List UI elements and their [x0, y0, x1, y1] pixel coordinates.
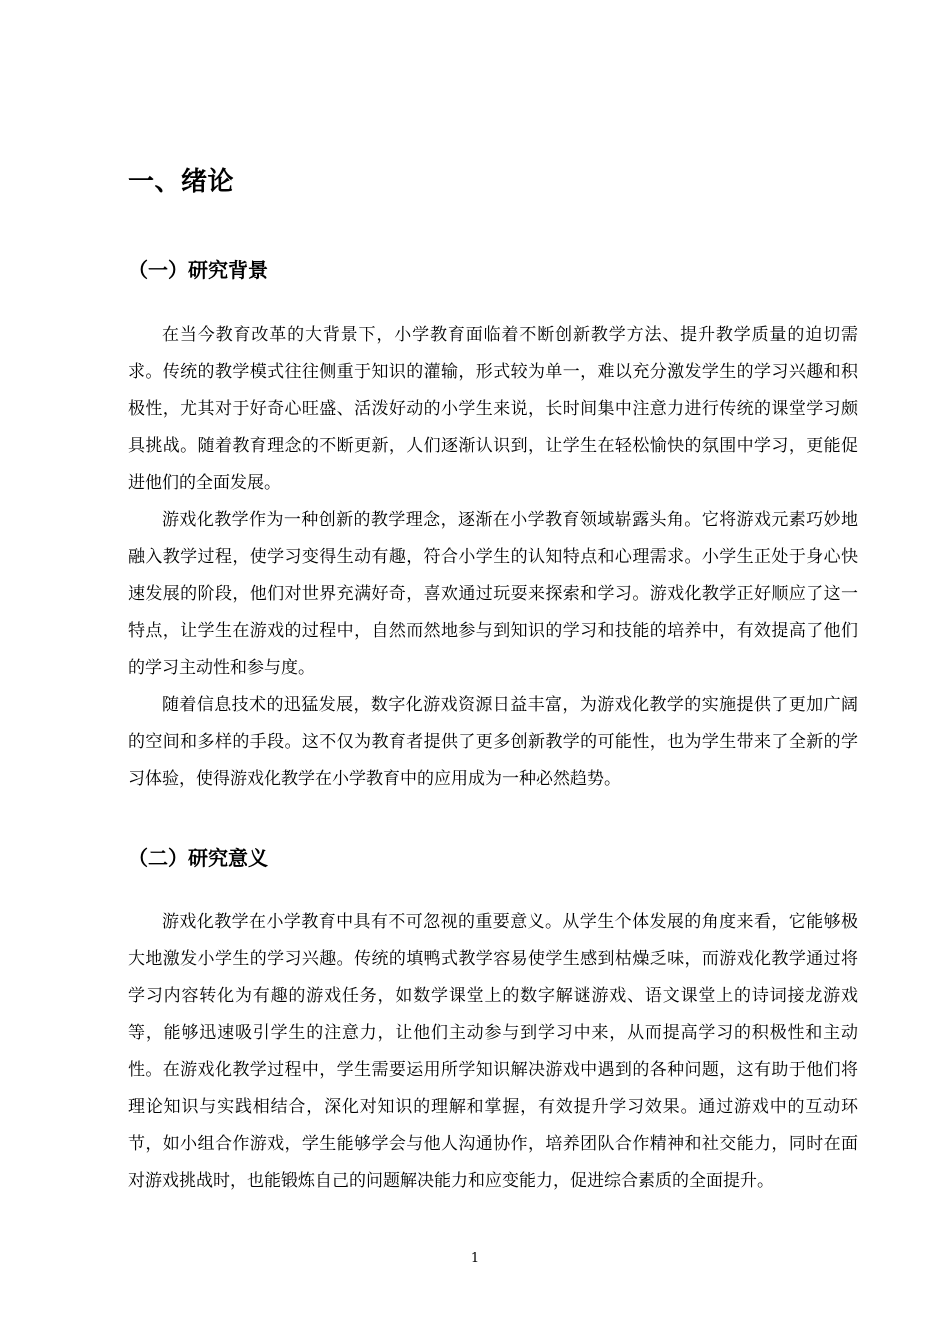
paragraph: 游戏化教学作为一种创新的教学理念，逐渐在小学教育领域崭露头角。它将游戏元素巧妙地融入教学过程，使学习变得生动有趣，符合小学生的认知特点和心理需求。小学生正处于身心快速发展的阶段，他们对世界充满好奇，喜欢通过玩耍来探索和学习。游戏化教学正好顺应了这一特点，让学生在游戏的过程中，自然而然地参与到知识的学习和技能的培养中，有效提高了他们的学习主动性和参与度。	[128, 510, 858, 678]
paragraph: 在当今教育改革的大背景下，小学教育面临着不断创新教学方法、提升教学质量的迫切需求。传统的教学模式往往侧重于知识的灌输，形式较为单一，难以充分激发学生的学习兴趣和积极性，尤其对于好奇心旺盛、活泼好动的小学生来说，长时间集中注意力进行传统的课堂学习颇具挑战。随着教育理念的不断更新，人们逐渐认识到，让学生在轻松愉快的氛围中学习，更能促进他们的全面发展。	[128, 325, 858, 493]
paragraph: 随着信息技术的迅猛发展，数字化游戏资源日益丰富，为游戏化教学的实施提供了更加广阔的空间和多样的手段。这不仅为教育者提供了更多创新教学的可能性，也为学生带来了全新的学习体验，使得游戏化教学在小学教育中的应用成为一种必然趋势。	[128, 695, 858, 789]
paragraph: 游戏化教学在小学教育中具有不可忽视的重要意义。从学生个体发展的角度来看，它能够极大地激发小学生的学习兴趣。传统的填鸭式教学容易使学生感到枯燥乏味，而游戏化教学通过将学习内容转化为有趣的游戏任务，如数学课堂上的数字解谜游戏、语文课堂上的诗词接龙游戏等，能够迅速吸引学生的注意力，让他们主动参与到学习中来，从而提高学习的积极性和主动性。在游戏化教学过程中，学生需要运用所学知识解决游戏中遇到的各种问题，这有助于他们将理论知识与实践相结合，深化对知识的理解和掌握，有效提升学习效果。通过游戏中的互动环节，如小组合作游戏，学生能够学会与他人沟通协作，培养团队合作精神和社交能力，同时在面对游戏挑战时，也能锻炼自己的问题解决能力和应变能力，促进综合素质的全面提升。	[128, 912, 858, 1191]
section-heading-significance: （二）研究意义	[128, 846, 268, 870]
chapter-title: 一、绪论	[128, 167, 235, 197]
section-body-background	[128, 317, 858, 798]
section-heading-background: （一）研究背景	[128, 258, 268, 282]
section-body-significance	[128, 904, 858, 1200]
page-number: 1	[470, 1251, 480, 1266]
